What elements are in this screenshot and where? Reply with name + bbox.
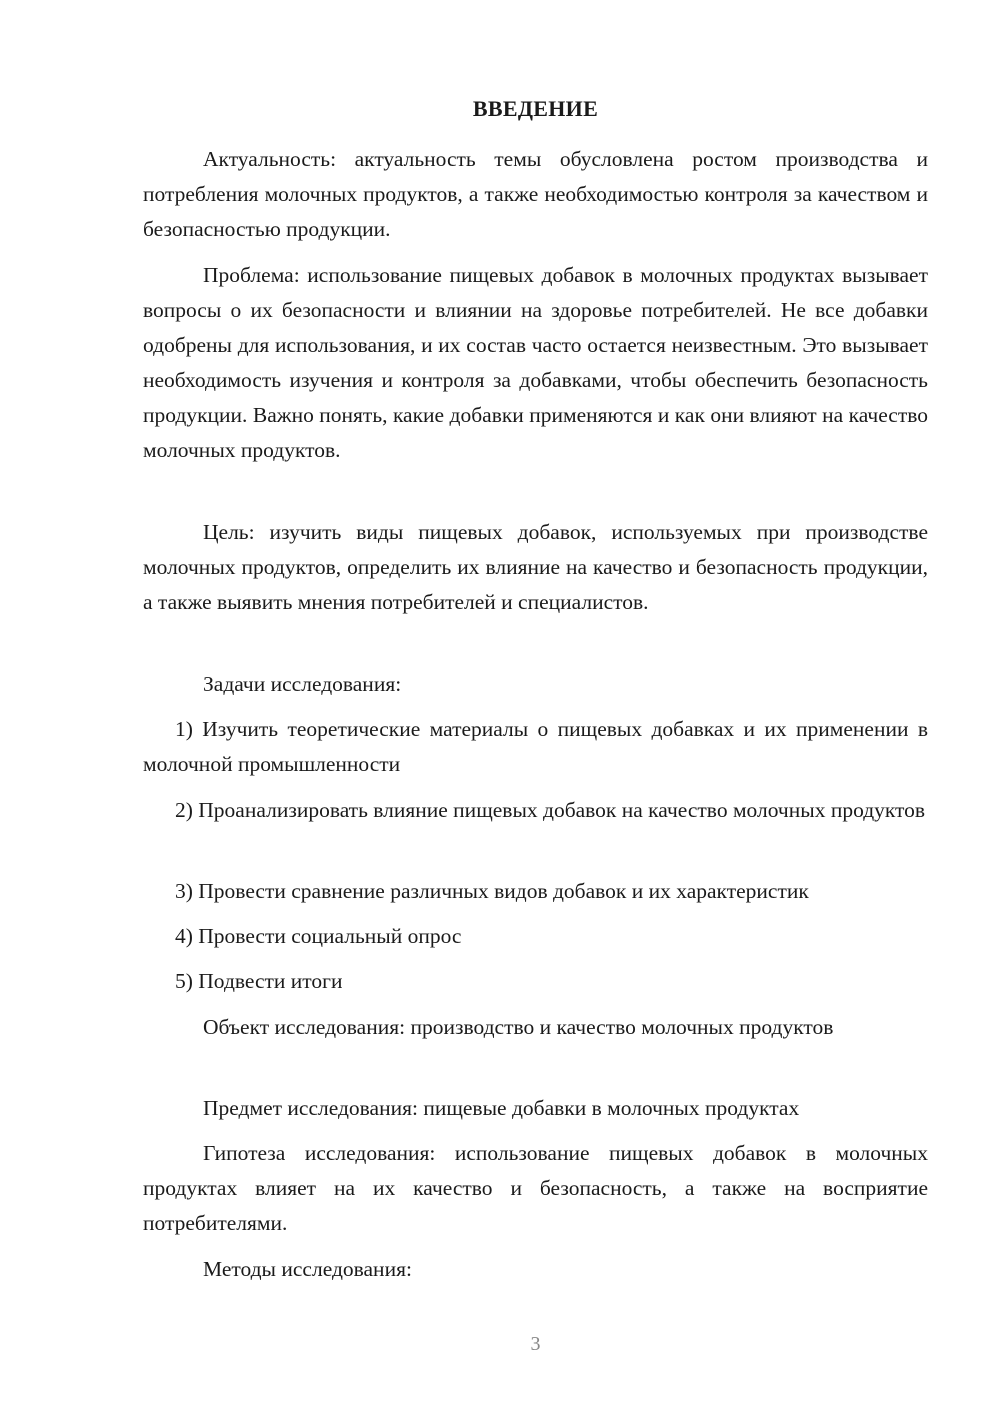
tasks-title: Задачи исследования: bbox=[203, 672, 402, 696]
methods-title: Методы исследования: bbox=[203, 1257, 412, 1281]
subject-paragraph: Предмет исследования: пищевые добавки в молочных продуктах bbox=[203, 1096, 800, 1120]
task-item-1: 1) Изучить теоретические материалы о пищевых добавках и их применении в молочной промышленности bbox=[143, 717, 928, 776]
section-heading: ВВЕДЕНИЕ bbox=[472, 96, 599, 121]
page-number: 3 bbox=[530, 1333, 541, 1355]
task-item-2: 2) Проанализировать влияние пищевых добавок на качество молочных продуктов bbox=[175, 798, 926, 822]
goal-paragraph: Цель: изучить виды пищевых добавок, используемых при производстве молочных продуктов, определить их влияние на качество и безопасность продукции, а также выявить мнения потребителей и специалистов. bbox=[143, 520, 928, 614]
relevance-paragraph: Актуальность: актуальность темы обусловлена ростом производства и потребления молочных продуктов, а также необходимостью контроля за качеством и безопасностью продукции. bbox=[143, 147, 928, 241]
hypothesis-paragraph: Гипотеза исследования: использование пищевых добавок в молочных продуктах влияет на их качество и безопасность, а также на восприятие потребителями. bbox=[143, 1141, 928, 1235]
task-item-4: 4) Провести социальный опрос bbox=[175, 924, 462, 948]
task-item-5: 5) Подвести итоги bbox=[175, 969, 343, 993]
object-paragraph: Объект исследования: производство и качество молочных продуктов bbox=[203, 1015, 834, 1039]
problem-paragraph: Проблема: использование пищевых добавок в молочных продуктах вызывает вопросы о их безопасности и влиянии на здоровье потребителей. Не все добавки одобрены для использования, и их состав часто остается неизвестным. Это вызывает необходимость изучения и контроля за добавками, чтобы обеспечить безопасность продукции. Важно понять, какие добавки применяются и как они влияют на качество молочных продуктов. bbox=[143, 263, 928, 462]
task-item-3: 3) Провести сравнение различных видов добавок и их характеристик bbox=[175, 879, 809, 903]
